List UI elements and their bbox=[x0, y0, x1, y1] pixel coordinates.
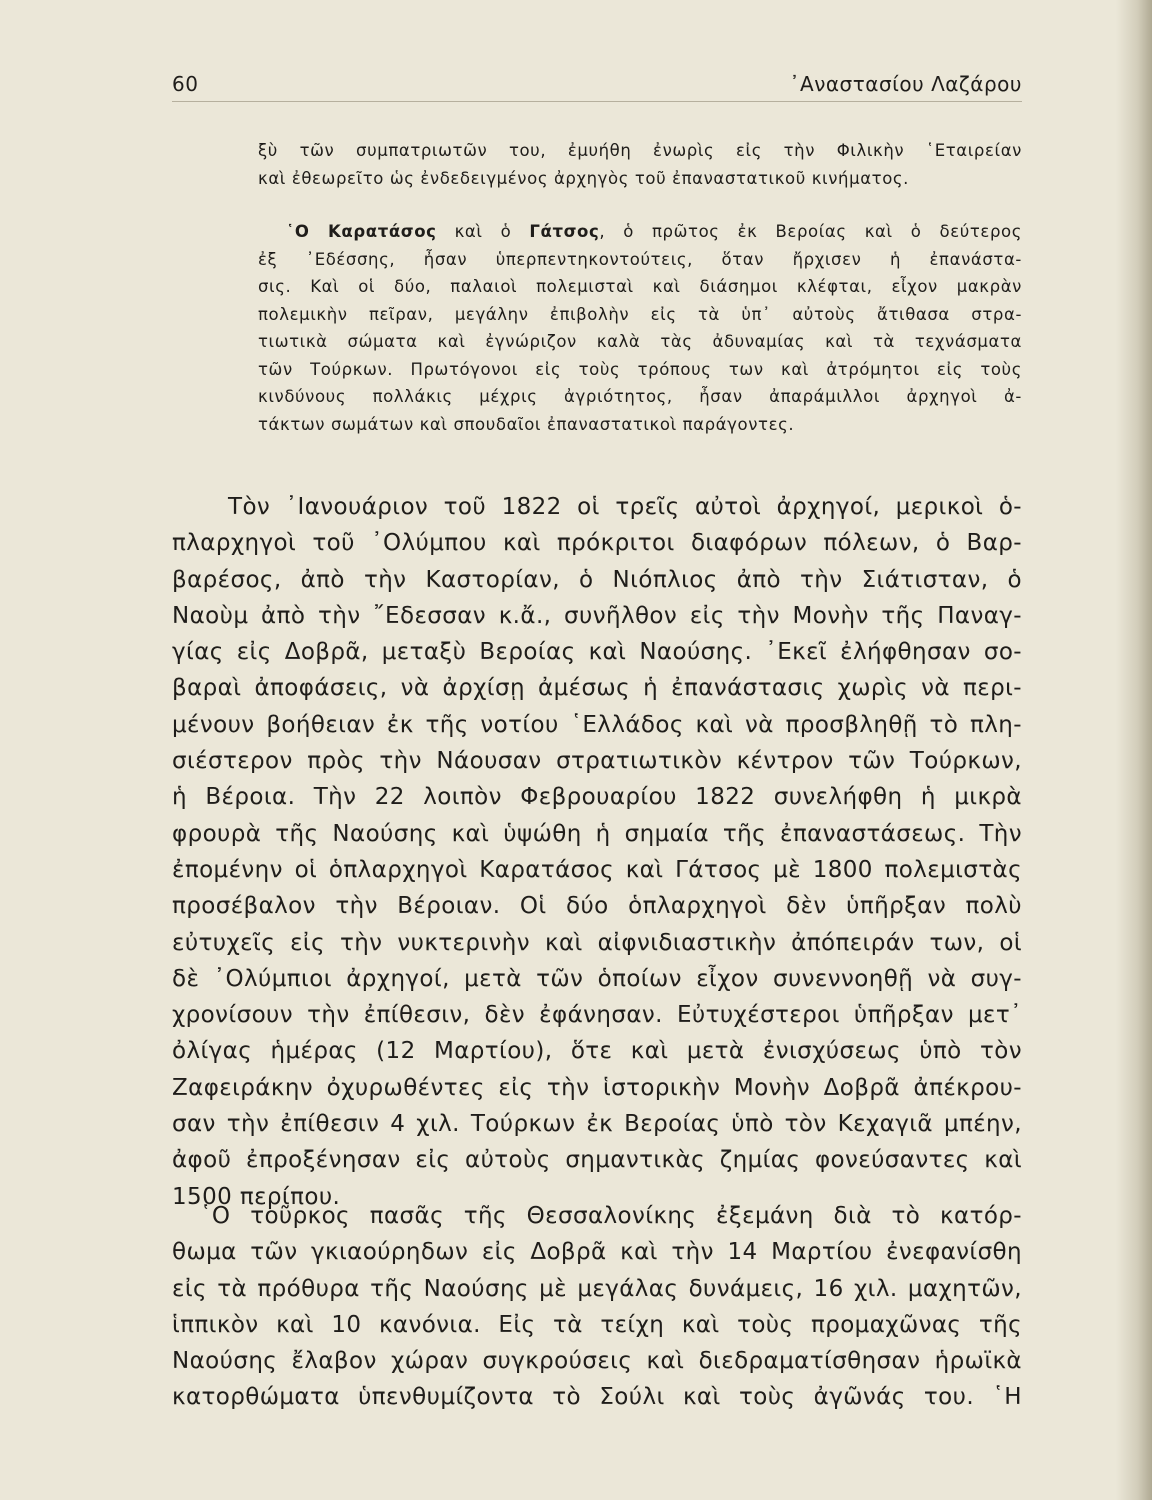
text-line: ῾Ο τοῦρκος πασᾶς τῆς Θεσσαλονίκης ἐξεμάνη διὰ τὸ κατόρ- bbox=[200, 1203, 1022, 1229]
text-line: μένουν βοήθειαν ἐκ τῆς νοτίου ῾Ελλάδος καὶ νὰ προσβληθῇ τὸ πλη- bbox=[172, 711, 1022, 738]
bold-name: ῾Ο Καρατάσος bbox=[286, 222, 437, 241]
text-line: ἐξ ᾿Εδέσσης, ἦσαν ὑπερπεντηκοντούτεις, ὅταν ἤρχισεν ἡ ἐπανάστα- bbox=[258, 249, 1022, 269]
text-line: ὀλίγας ἡμέρας (12 Μαρτίου), ὅτε καὶ μετὰ ἐνισχύσεως ὑπὸ τὸν bbox=[172, 1038, 1022, 1065]
main-paragraph-1 bbox=[172, 489, 1022, 1215]
text-line: τάκτων σωμάτων καὶ σπουδαῖοι ἐπαναστατικοὶ παράγοντες. bbox=[258, 414, 795, 434]
main-paragraph-2 bbox=[172, 1198, 1022, 1416]
header-rule bbox=[172, 101, 1022, 102]
text-line: Ναούσης ἔλαβον χώραν συγκρούσεις καὶ διεδραματίσθησαν ἡρωϊκὰ bbox=[172, 1348, 1022, 1375]
text-line: 1500 περίπου. bbox=[172, 1183, 341, 1210]
text-line: σις. Καὶ οἱ δύο, παλαιοὶ πολεμισταὶ καὶ διάσημοι κλέφται, εἶχον μακρὰν bbox=[258, 277, 1022, 296]
text-line: βαραὶ ἀποφάσεις, νὰ ἀρχίσῃ ἀμέσως ἡ ἐπανάστασις χωρὶς νὰ περι- bbox=[172, 675, 1022, 702]
text-line: ἀφοῦ ἐπροξένησαν εἰς αὐτοὺς σημαντικὰς ζημίας φονεύσαντες καὶ bbox=[172, 1147, 1022, 1174]
text-line: εἰς τὰ πρόθυρα τῆς Ναούσης μὲ μεγάλας δυνάμεις, 16 χιλ. μαχητῶν, bbox=[172, 1275, 1022, 1302]
running-head: ᾿Αναστασίου Λαζάρου bbox=[789, 72, 1022, 96]
text-line: σιέστερον πρὸς τὴν Νάουσαν στρατιωτικὸν κέντρον τῶν Τούρκων, bbox=[172, 748, 1022, 775]
bold-name: Γάτσος bbox=[529, 222, 600, 241]
text-line: ἐπομένην οἱ ὁπλαρχηγοὶ Καρατάσος καὶ Γάτσος μὲ 1800 πολεμιστὰς bbox=[172, 856, 1022, 883]
text-line: τιωτικὰ σώματα καὶ ἐγνώριζον καλὰ τὰς ἀδυναμίας καὶ τὰ τεχνάσματα bbox=[258, 332, 1022, 351]
text-line: φρουρὰ τῆς Ναούσης καὶ ὑψώθη ἡ σημαία τῆς ἐπαναστάσεως. Τὴν bbox=[172, 820, 1022, 847]
text-line: θωμα τῶν γκιαούρηδων εἰς Δοβρᾶ καὶ τὴν 14 Μαρτίου ἐνεφανίσθη bbox=[172, 1239, 1022, 1266]
text-line: πολεμικὴν πεῖραν, μεγάλην ἐπιβολὴν εἰς τὰ ὑπ᾿ αὐτοὺς ἄτιθασα στρα- bbox=[258, 304, 1022, 324]
small-paragraph-1 bbox=[258, 137, 1022, 192]
page-number: 60 bbox=[172, 72, 199, 96]
text-line: δὲ ᾿Ολύμπιοι ἀρχηγοί, μετὰ τῶν ὁποίων εἶχον συνεννοηθῇ νὰ συγ- bbox=[172, 965, 1022, 992]
text-line: καὶ ἐθεωρεῖτο ὡς ἐνδεδειγμένος ἀρχηγὸς τοῦ ἐπαναστατικοῦ κινήματος. bbox=[258, 168, 910, 188]
text-line: πλαρχηγοὶ τοῦ ᾿Ολύμπου καὶ πρόκριτοι διαφόρων πόλεων, ὁ Βαρ- bbox=[172, 530, 1022, 557]
text-line: Ναοὺμ ἀπὸ τὴν ῎Εδεσσαν κ.ἄ., συνῆλθον εἰς τὴν Μονὴν τῆς Παναγ- bbox=[172, 602, 1022, 629]
text-line: γίας εἰς Δοβρᾶ, μεταξὺ Βεροίας καὶ Ναούσης. ᾿Εκεῖ ἐλήφθησαν σο- bbox=[172, 639, 1022, 666]
text-line: χρονίσουν τὴν ἐπίθεσιν, δὲν ἐφάνησαν. Εὐτυχέστεροι ὑπῆρξαν μετ᾿ bbox=[172, 1002, 1022, 1029]
text-line: εὐτυχεῖς εἰς τὴν νυκτερινὴν καὶ αἰφνιδιαστικὴν ἀπόπειράν των, οἱ bbox=[172, 929, 1022, 956]
text-line: σαν τὴν ἐπίθεσιν 4 χιλ. Τούρκων ἐκ Βεροίας ὑπὸ τὸν Κεχαγιᾶ μπέην, bbox=[172, 1111, 1022, 1138]
small-paragraph-2 bbox=[258, 218, 1022, 438]
text-line: Τὸν ᾿Ιανουάριον τοῦ 1822 οἱ τρεῖς αὐτοὶ ἀρχηγοί, μερικοὶ ὁ- bbox=[228, 494, 1022, 520]
page-edge-shadow bbox=[1116, 0, 1152, 1500]
text-line: βαρέσος, ἀπὸ τὴν Καστορίαν, ὁ Νιόπλιος ἀπὸ τὴν Σιάτισταν, ὁ bbox=[172, 566, 1022, 593]
text-line: τῶν Τούρκων. Πρωτόγονοι εἰς τοὺς τρόπους των καὶ ἀτρόμητοι εἰς τοὺς bbox=[258, 359, 1022, 379]
text-line: κινδύνους πολλάκις μέχρις ἀγριότητος, ἦσαν ἀπαράμιλλοι ἀρχηγοὶ ἀ- bbox=[258, 387, 1022, 406]
text-line: ἱππικὸν καὶ 10 κανόνια. Εἰς τὰ τείχη καὶ τοὺς προμαχῶνας τῆς bbox=[172, 1311, 1022, 1338]
text-line-first: ῾Ο Καρατάσος καὶ ὁ Γάτσος, ὁ πρῶτος ἐκ Βεροίας καὶ ὁ δεύτερος bbox=[286, 222, 1022, 241]
text-line: ξὺ τῶν συμπατριωτῶν του, ἐμυήθη ἐνωρὶς εἰς τὴν Φιλικὴν ῾Εταιρείαν bbox=[258, 141, 1022, 160]
text-line: ἡ Βέροια. Τὴν 22 λοιπὸν Φεβρουαρίου 1822 συνελήφθη ἡ μικρὰ bbox=[172, 784, 1022, 811]
text-line: Ζαφειράκην ὀχυρωθέντες εἰς τὴν ἱστορικὴν Μονὴν Δοβρᾶ ἀπέκρου- bbox=[172, 1074, 1022, 1101]
text-line: κατορθώματα ὑπενθυμίζοντα τὸ Σούλι καὶ τοὺς ἀγῶνάς του. ῾Η bbox=[172, 1384, 1022, 1411]
text-line: προσέβαλον τὴν Βέροιαν. Οἱ δύο ὁπλαρχηγοὶ δὲν ὑπῆρξαν πολὺ bbox=[172, 893, 1022, 920]
